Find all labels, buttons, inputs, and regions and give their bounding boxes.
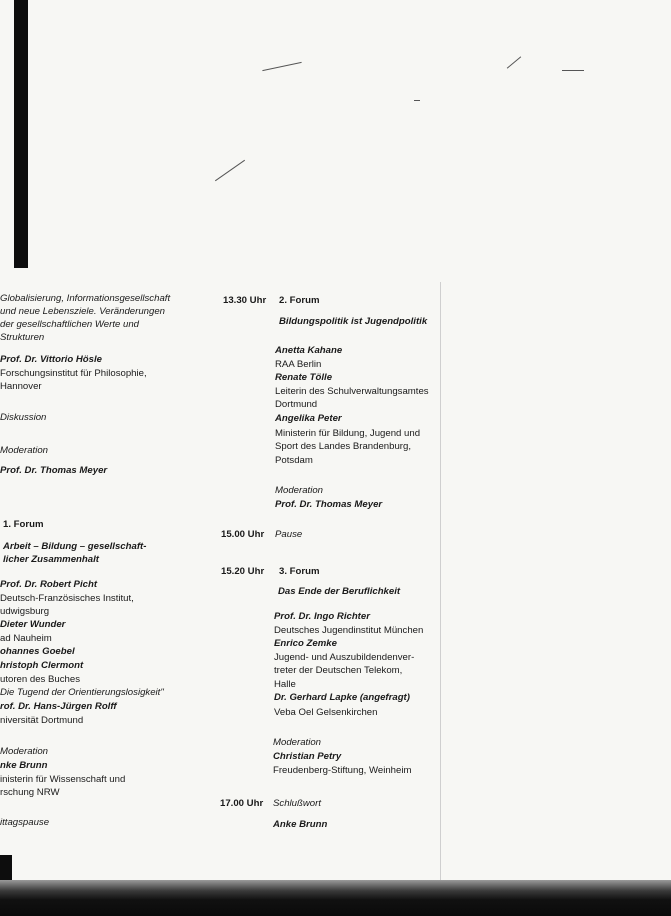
moderation2-name: nke Brunn <box>0 760 48 771</box>
forum1-title: Arbeit – Bildung – gesellschaft- <box>3 541 147 552</box>
forum1-label: 1. Forum <box>3 519 44 530</box>
forum1-title: licher Zusammenhalt <box>3 554 99 565</box>
forum2-line: Renate Tölle <box>275 372 333 383</box>
forum3-line: Deutsches Jugendinstitut München <box>274 625 424 636</box>
forum2-line: Ministerin für Bildung, Jugend und <box>275 428 421 439</box>
forum2-moderation-label: Moderation <box>275 485 323 496</box>
diskussion-label: Diskussion <box>0 412 47 423</box>
moderation2-label: Moderation <box>0 746 48 757</box>
forum2-line: Angelika Peter <box>275 413 342 424</box>
schlusswort-name: Anke Brunn <box>273 819 328 830</box>
forum2-time: 13.30 Uhr <box>223 295 267 306</box>
scan-speck <box>215 160 245 181</box>
forum1-line: rof. Dr. Hans-Jürgen Rolff <box>0 701 117 712</box>
forum3-label: 3. Forum <box>279 566 320 577</box>
forum3-moderation-affiliation: Freudenberg-Stiftung, Weinheim <box>273 765 412 776</box>
forum1-line: hristoph Clermont <box>0 660 84 671</box>
forum1-line: udwigsburg <box>0 606 50 617</box>
scan-edge-bottom <box>0 880 671 916</box>
forum3-moderation-name: Christian Petry <box>273 751 342 762</box>
forum3-line: Veba Oel Gelsenkirchen <box>274 707 378 718</box>
forum3-moderation-label: Moderation <box>273 737 321 748</box>
forum2-label: 2. Forum <box>279 295 320 306</box>
forum1-line: Prof. Dr. Robert Picht <box>0 579 98 590</box>
forum2-line: RAA Berlin <box>275 359 322 370</box>
moderation2-affiliation: inisterin für Wissenschaft und <box>0 774 126 785</box>
scan-speck <box>414 100 420 101</box>
forum2-line: Sport des Landes Brandenburg, <box>275 441 412 452</box>
speaker-affiliation: Forschungsinstitut für Philosophie, <box>0 368 147 379</box>
scan-edge-left <box>14 0 28 268</box>
intro-line: Strukturen <box>0 332 45 343</box>
forum2-line: Dortmund <box>275 399 318 410</box>
forum3-title: Das Ende der Beruflichkeit <box>278 586 401 597</box>
forum1-line: Deutsch-Französisches Institut, <box>0 593 134 604</box>
schlusswort-time: 17.00 Uhr <box>220 798 264 809</box>
moderation2-affiliation: rschung NRW <box>0 787 60 798</box>
forum3-line: Jugend- und Auszubildendenver- <box>274 652 415 663</box>
mittagspause-label: ittagspause <box>0 817 50 828</box>
forum3-line: Dr. Gerhard Lapke (angefragt) <box>274 692 410 703</box>
forum2-line: Leiterin des Schulverwaltungsamtes <box>275 386 429 397</box>
forum1-line: utoren des Buches <box>0 674 81 685</box>
moderation-name: Prof. Dr. Thomas Meyer <box>0 465 108 476</box>
forum2-moderation-name: Prof. Dr. Thomas Meyer <box>275 499 383 510</box>
forum3-time: 15.20 Uhr <box>221 566 265 577</box>
forum2-line: Potsdam <box>275 455 313 466</box>
forum3-line: Enrico Zemke <box>274 638 337 649</box>
forum1-line: ad Nauheim <box>0 633 52 644</box>
forum1-line: ohannes Goebel <box>0 646 75 657</box>
forum1-line: niversität Dortmund <box>0 715 84 726</box>
intro-line: und neue Lebensziele. Veränderungen <box>0 306 166 317</box>
intro-line: Globalisierung, Informationsgesellschaft <box>0 293 171 304</box>
speaker-name: Prof. Dr. Vittorio Hösle <box>0 354 102 365</box>
intro-line: der gesellschaftlichen Werte und <box>0 319 140 330</box>
scan-speck <box>562 70 584 71</box>
schlusswort-label: Schlußwort <box>273 798 321 809</box>
pause-label: Pause <box>275 529 303 540</box>
forum1-line: Dieter Wunder <box>0 619 66 630</box>
moderation-label: Moderation <box>0 445 48 456</box>
forum2-title: Bildungspolitik ist Jugendpolitik <box>279 316 428 327</box>
forum1-line: Die Tugend der Orientierungslosigkeit" <box>0 687 164 698</box>
pause-time: 15.00 Uhr <box>221 529 265 540</box>
scan-speck <box>262 62 301 71</box>
paper-fold-line <box>440 282 441 880</box>
speaker-affiliation: Hannover <box>0 381 42 392</box>
forum2-line: Anetta Kahane <box>275 345 343 356</box>
forum3-line: Halle <box>274 679 296 690</box>
forum3-line: treter der Deutschen Telekom, <box>274 665 403 676</box>
scan-speck <box>507 56 521 68</box>
forum3-line: Prof. Dr. Ingo Richter <box>274 611 370 622</box>
